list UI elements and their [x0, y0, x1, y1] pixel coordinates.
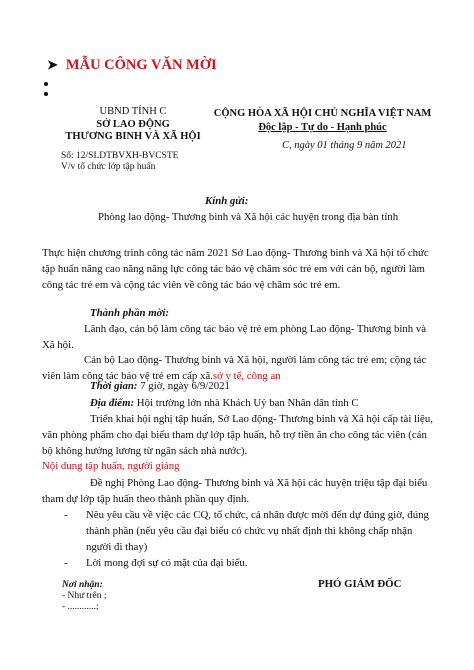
document-number: Số: 12/SLDTBVXH-BVCSTE	[61, 151, 179, 161]
recipients-item: - Như trên ;	[62, 591, 107, 601]
list-item	[64, 507, 436, 555]
nation-motto: Độc lập - Tự do - Hạnh phúc	[258, 122, 387, 133]
arrow-bullet-icon: ➤	[47, 57, 58, 72]
bullet-icon	[44, 92, 48, 96]
time-label: Thời gian:	[90, 380, 138, 392]
document-number-block	[61, 151, 178, 173]
recipients-block	[62, 580, 106, 613]
signature-title: PHÓ GIÁM ĐỐC	[318, 578, 402, 590]
place-line	[90, 395, 359, 411]
recipients-item: - ............;	[62, 602, 99, 612]
recipient-line: Phòng lao động- Thương binh và Xã hội các huyện trong địa bàn tỉnh	[98, 211, 399, 223]
participants-2-text: Cán bộ Lao động- Thương binh và Xã hội, người làm công tác trẻ em; cộng tác viên làm công tác bảo vệ trẻ em cấp xã.	[42, 354, 427, 382]
request-paragraph: Đề nghị Phòng Lao động- Thương binh và Xã hội các huyện triệu tập đại biểu tham dự lớp tập huấn theo thành phần quy định.	[42, 477, 428, 505]
document-title	[47, 57, 217, 74]
training-content-note: Nội dung tập huấn, người giảng	[42, 460, 180, 472]
list-item-text: Nêu yêu cầu về việc các CQ, tổ chức, cá nhân được mời đến dự đúng giờ, đúng thành phần (nếu yêu cầu đại biểu có chức vụ nhất định thì không chấp nhận người đi thay)	[86, 509, 429, 553]
document-subject: V/v tổ chức lớp tập huấn	[61, 162, 156, 172]
list-item	[64, 555, 436, 571]
dash-bullet-icon: -	[64, 557, 68, 569]
recipients-label: Nơi nhận:	[62, 580, 103, 590]
document-date: C, ngày 01 tháng 9 năm 2021	[282, 140, 407, 151]
participants-heading: Thành phần mời:	[90, 307, 169, 319]
agency-header	[58, 106, 208, 144]
time-line	[90, 378, 230, 394]
place-label: Địa điểm:	[90, 397, 135, 409]
participants-paragraph-1: Lãnh đạo, cán bộ làm công tác bảo vệ trẻ em phòng Lao động- Thương binh và Xã hội.	[42, 323, 427, 351]
agency-line-2: SỞ LAO ĐỘNG	[96, 118, 170, 130]
deployment-paragraph: Triển khai hội nghị tập huấn, Sở Lao động- Thương binh và Xã hội cấp tài liệu, văn phòng phẩm cho đại biểu tham dự lớp tập huấn, hỗ trợ tiền ăn cho công tác viên (cán bộ không hưởng lương từ ngân sách nhà nước).	[42, 413, 433, 457]
nation-header	[210, 107, 435, 135]
time-value: 7 giờ, ngày 6/9/2021	[140, 380, 230, 392]
title-text: MẪU CÔNG VĂN MỜI	[65, 57, 217, 73]
participants-2-red-note: sở y tế, công an	[212, 370, 281, 382]
nation-name: CỘNG HÒA XÃ HỘI CHỦ NGHĨA VIỆT NAM	[213, 108, 432, 119]
place-value: Hội trường lớn nhà Khách Uỷ ban Nhân dân tỉnh C	[136, 397, 359, 409]
agency-line-1: UBND TỈNH C	[99, 106, 167, 117]
greeting: Kính gửi:	[205, 195, 249, 207]
bullet-icon	[44, 82, 48, 86]
intro-paragraph: Thực hiện chương trình công tác năm 2021 Sở Lao động- Thương binh và Xã hội tổ chức tập huấn nâng cao năng năng lực công tác bảo vệ chăm sóc trẻ em với cán bộ, người làm công tác trẻ em và cộng tác viên về công tác bảo vệ chăm sóc trẻ em.	[42, 247, 429, 291]
list-item-text: Lời mong đợi sự có mặt của đại biểu.	[86, 557, 248, 569]
agency-line-3: THƯƠNG BINH VÀ XÃ HỘI	[65, 131, 201, 142]
dash-bullet-icon: -	[64, 509, 68, 521]
